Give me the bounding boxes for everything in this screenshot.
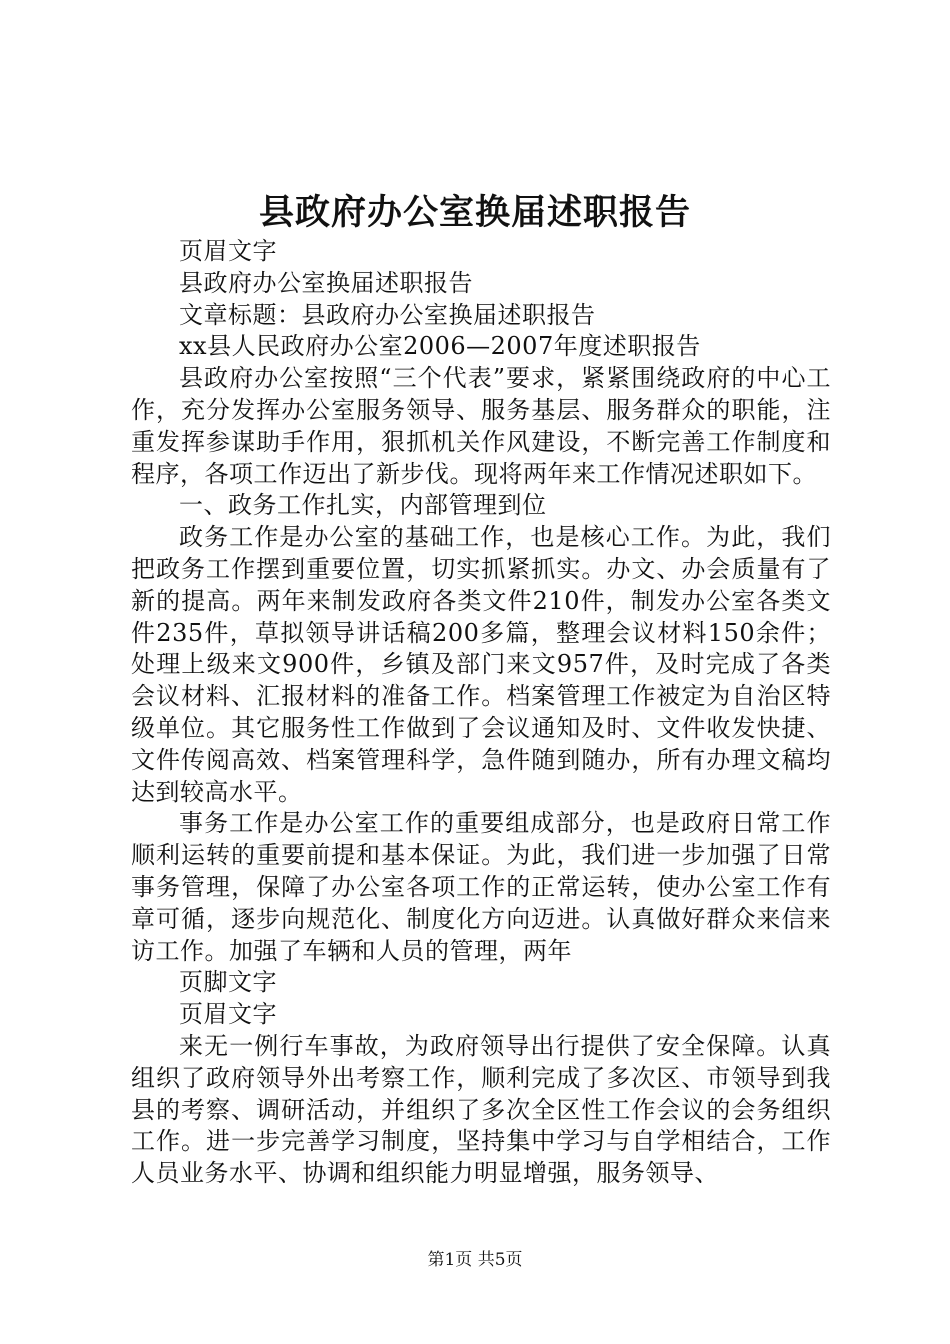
section-heading: 一、政务工作扎实，内部管理到位 xyxy=(179,491,547,520)
document-body xyxy=(131,236,831,1190)
report-heading-line: xx县人民政府办公室2006—2007年度述职报告 xyxy=(179,332,701,361)
body-paragraph: 来无一例行车事故，为政府领导出行提供了安全保障。认真组织了政府领导外出考察工作，顺利完成了多次区、市领导到我县的考察、调研活动，并组织了多次全区性工作会议的会务组织工作。进一步完善学习制度，坚持集中学习与自学相结合，工作人员业务水平、协调和组织能力明显增强，服务领导、 xyxy=(131,1031,831,1188)
header-placeholder-text: 页眉文字 xyxy=(179,237,277,265)
repeated-title-line: 县政府办公室换届述职报告 xyxy=(179,268,473,297)
body-paragraph: 政务工作是办公室的基础工作，也是核心工作。为此，我们把政务工作摆到重要位置，切实抓紧抓实。办文、办会质量有了新的提高。两年来制发政府各类文件210件，制发办公室各类文件235件，草拟领导讲话稿200多篇，整理会议材料150余件；处理上级来文900件，乡镇及部门来文957件，及时完成了各类会议材料、汇报材料的准备工作。档案管理工作被定为自治区特级单位。其它服务性工作做到了会议通知及时、文件收发快捷、文件传阅高效、档案管理科学，急件随到随办，所有办理文稿均达到较高水平。 xyxy=(131,523,831,806)
body-paragraph: 事务工作是办公室工作的重要组成部分，也是政府日常工作顺利运转的重要前提和基本保证。为此，我们进一步加强了日常事务管理，保障了办公室各项工作的正常运转，使办公室工作有章可循，逐步向规范化、制度化方向迈进。认真做好群众来信来访工作。加强了车辆和人员的管理，两年 xyxy=(131,809,831,965)
document-title: 县政府办公室换届述职报告 xyxy=(258,192,691,233)
header-placeholder-text: 页眉文字 xyxy=(179,1000,277,1029)
page-number-footer: 第1页 共5页 xyxy=(427,1250,523,1270)
intro-paragraph: 县政府办公室按照“三个代表”要求，紧紧围绕政府的中心工作，充分发挥办公室服务领导、服务基层、服务群众的职能，注重发挥参谋助手作用，狠抓机关作风建设，不断完善工作制度和程序，各项工作迈出了新步伐。现将两年来工作情况述职如下。 xyxy=(131,364,831,488)
article-title-line: 文章标题：县政府办公室换届述职报告 xyxy=(179,300,596,329)
footer-placeholder-text: 页脚文字 xyxy=(179,968,277,997)
